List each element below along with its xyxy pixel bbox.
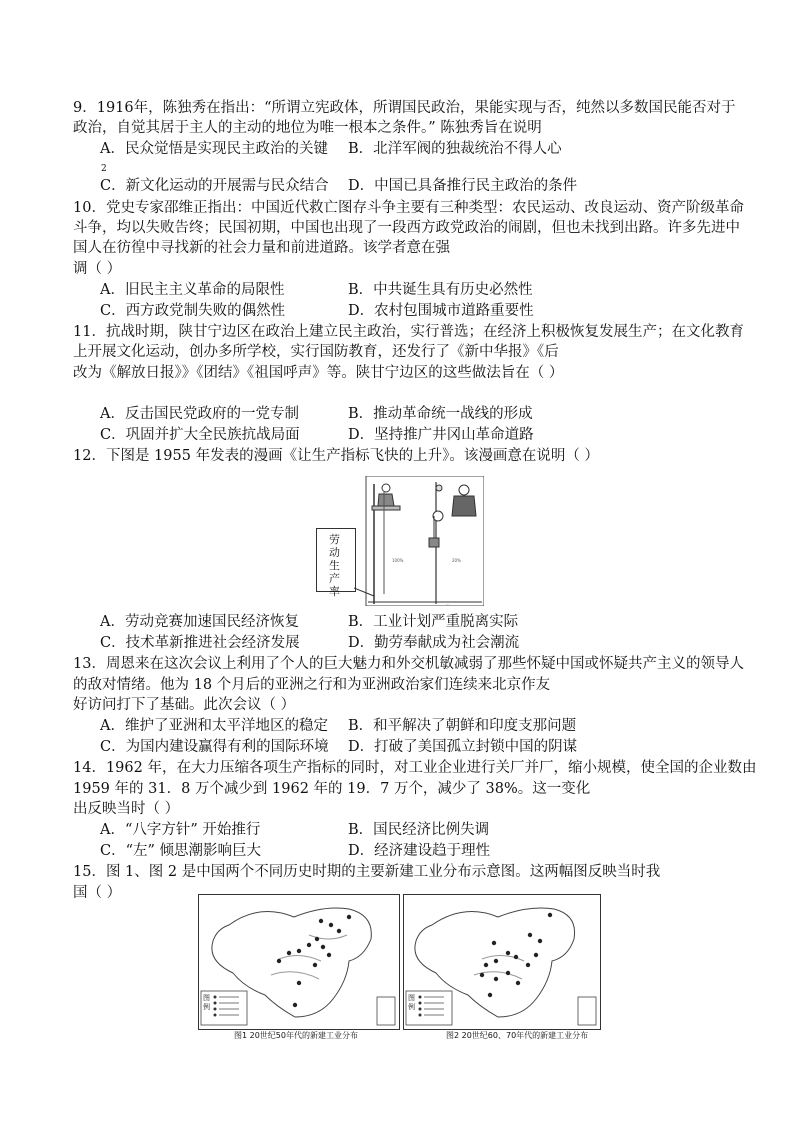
q13-option-c[interactable]: C．为国内建设赢得有利的国际环境 [100,739,329,755]
q14-option-a[interactable]: A．“八字方针” 开始推行 [100,822,261,838]
q13-stem-line2: 的敌对情绪。他为 18 个月后的亚洲之行和为亚洲政治家们连续来北京作友 [73,677,551,693]
q12-option-a[interactable]: A．劳动竞赛加速国民经济恢复 [100,614,299,630]
q9-option-c[interactable]: C．新文化运动的开展需与民众结合 [100,178,329,194]
q11-option-d[interactable]: D．坚持推广井冈山革命道路 [348,427,534,443]
map-1-caption: 图1 20世纪50年代的新建工业分布 [234,1031,358,1040]
q11-option-c[interactable]: C．巩固并扩大全民族抗战局面 [100,427,300,443]
q14-stem-line1: 14．1962 年，在大力压缩各项生产指标的同时，对工业企业进行关厂并厂，缩小规模，使全国的企业数由 [73,760,757,776]
map-2-drawing [404,895,600,1029]
q12-labour-productivity-box [316,528,356,598]
q9-option-d[interactable]: D．中国已具备推行民主政治的条件 [348,178,578,194]
q12-option-d[interactable]: D．勤劳奉献成为社会潮流 [348,635,520,651]
q11-option-a[interactable]: A．反击国民党政府的一党专制 [100,406,299,422]
svg-text:20%: 20% [452,558,461,563]
q14-stem-line2: 1959 年的 31．8 万个减少到 1962 年的 19．7 万个，减少了 38%。这一变化 [73,781,591,797]
q15-stem-line1: 15．图 1、图 2 是中国两个不同历史时期的主要新建工业分布示意图。这两幅图反映当时我 [73,864,661,880]
q12-option-c[interactable]: C．技术革新推进社会经济发展 [100,635,300,651]
q11-stem-line1: 11．抗战时期，陕甘宁边区在政治上建立民主政治，实行普选；在经济上积极恢复发展生产；在文化教育 [73,324,744,340]
q10-stem-line3: 国人在彷徨中寻找新的社会力量和前进道路。该学者意在强 [73,240,450,256]
q10-option-c[interactable]: C．西方政党制失败的偶然性 [100,303,286,319]
q14-option-c[interactable]: C．“左” 倾思潮影响巨大 [100,843,262,859]
q13-option-d[interactable]: D．打破了美国孤立封锁中国的阴谋 [348,739,578,755]
q11-stem-line3: 改为《解放日报》》《团结》《祖国呼声》等。陕甘宁边区的这些做法旨在（ ） [73,365,564,381]
q10-stem-line2: 斗争，均以失败告终；民国初期，中国也出现了一段西方政党政治的闹剧，但也未找到出路。许多先进中 [73,220,740,236]
q9-option-b[interactable]: B．北洋军阀的独裁统治不得人心 [348,141,562,157]
q10-option-a[interactable]: A．旧民主主义革命的局限性 [100,282,285,298]
q14-option-d[interactable]: D．经济建设趋于理性 [348,843,491,859]
map-figure-1 [198,894,400,1030]
q12-cartoon [316,476,484,606]
svg-text:…: … [446,602,450,606]
svg-text:100%: 100% [392,558,404,563]
q9-stray-mark: 2 [101,164,107,174]
q14-stem-line3: 出反映当时（ ） [73,801,180,817]
q12-stem-line1: 12．下图是 1955 年发表的漫画《让生产指标飞快的上升》。该漫画意在说明（ ） [73,448,599,464]
q13-stem-line1: 13．周恩来在这次会议上利用了个人的巨大魅力和外交机敏减弱了那些怀疑中国或怀疑共产主义的领导人 [73,656,744,672]
map-1-legend-title: 图例 [203,994,210,1011]
q9-stem-line2: 政治，自觉其居于主人的主动的地位为唯一根本之条件。” 陈独秀旨在说明 [73,120,542,136]
q10-stem-line4: 调（ ） [73,261,122,277]
q13-option-b[interactable]: B．和平解决了朝鲜和印度支那问题 [348,718,577,734]
map-2-caption: 图2 20世纪60、70年代的新建工业分布 [446,1031,589,1040]
q11-option-b[interactable]: B．推动革命统一战线的形成 [348,406,533,422]
map-2-legend-title: 图例 [408,994,415,1011]
q14-option-b[interactable]: B．国民经济比例失调 [348,822,490,838]
q11-stem-line2: 上开展文化运动，创办多所学校，实行国防教育，还发行了《新中华报》《后 [73,344,559,360]
q12-pointer-line [354,586,376,598]
q15-stem-line2: 国（ ） [73,885,122,901]
q13-stem-line3: 好访问打下了基础。此次会议（ ） [73,697,296,713]
q13-option-a[interactable]: A．维护了亚洲和太平洋地区的稳定 [100,718,328,734]
map-1-drawing [199,895,399,1029]
q10-option-d[interactable]: D．农村包围城市道路重要性 [348,303,534,319]
q12-labour-productivity-label: 劳动生产率 [329,533,340,598]
map-figure-2 [403,894,601,1030]
q12-option-b[interactable]: B．工业计划严重脱离实际 [348,614,519,630]
q9-option-a[interactable]: A．民众觉悟是实现民主政治的关键 [100,141,328,157]
q10-option-b[interactable]: B．中共诞生具有历史必然性 [348,282,533,298]
q9-stem-line1: 9．1916年，陈独秀在指出：“所谓立宪政体，所谓国民政治，果能实现与否，纯然以多数国民能否对于 [73,100,736,116]
q10-stem-line1: 10．党史专家邵维正指出：中国近代救亡图存斗争主要有三种类型：农民运动、改良运动、资产阶级革命 [73,200,744,216]
